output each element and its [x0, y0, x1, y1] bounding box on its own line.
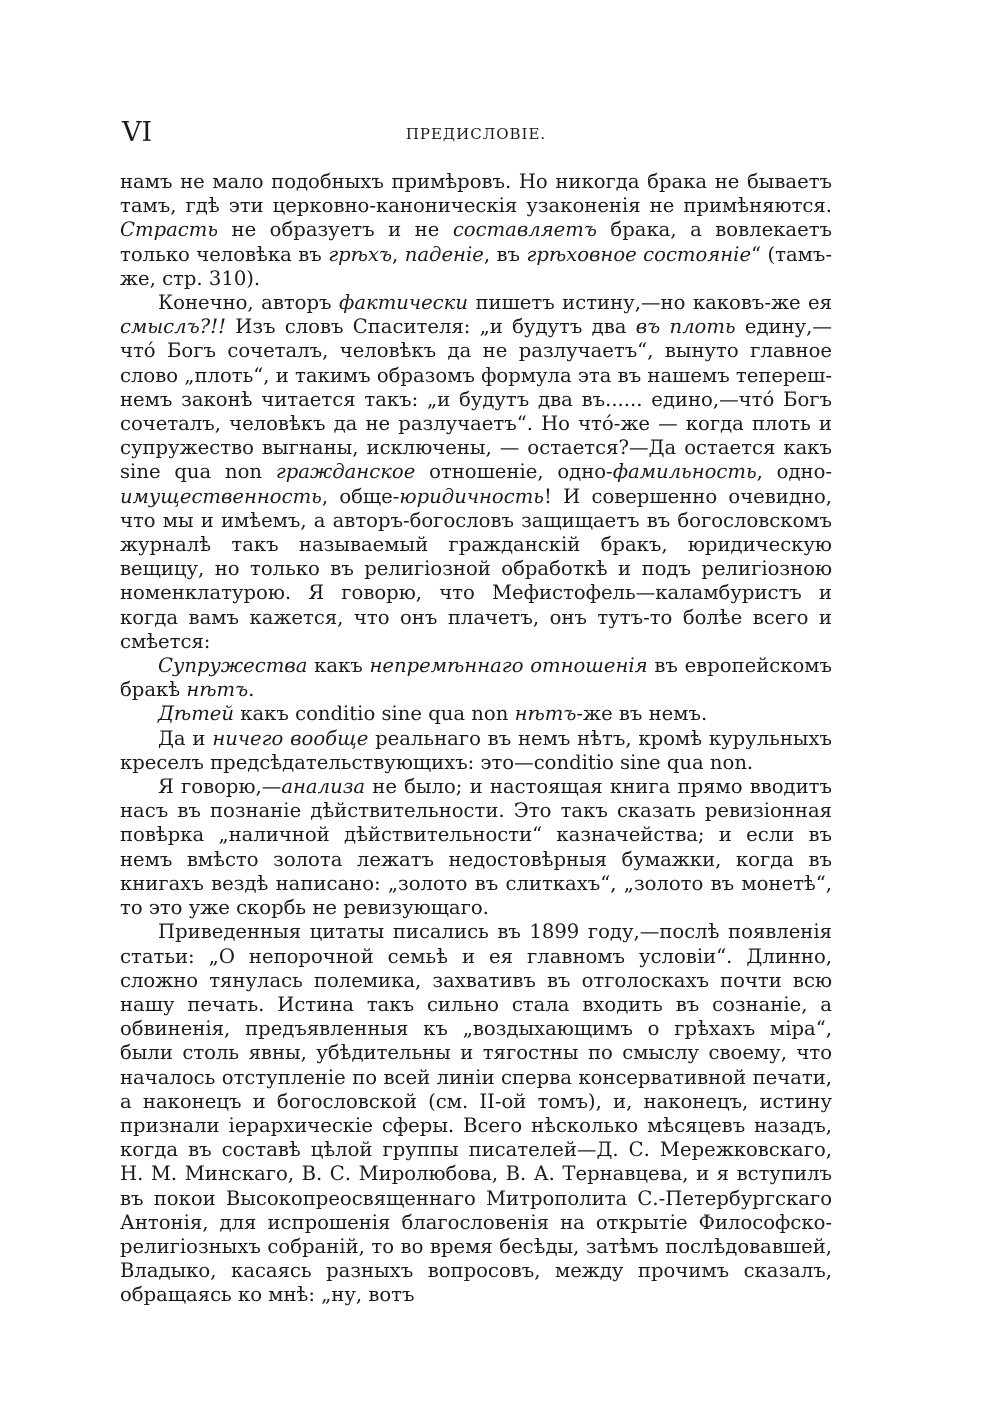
italic-text: паденіе: [404, 242, 484, 266]
text-run: Приведенныя цитаты писались въ 1899 году,—послѣ появленія статьи: „О непорочной семьѣ и ея главномъ условіи“. Длинно, сложно тянулась полемика, захвативъ въ отголоскахъ почти всю нашу печать. Истина такъ сильно стала входить въ сознаніе, а обвиненія, предъявленныя къ „воздыхающимъ о грѣхахъ міра“, были столь явны, убѣдительны и тягостны по смыслу своему, что началось отступленіе по всей линіи сперва консервативной печати, а наконецъ и богословской (см. II-ой томъ), и, наконецъ, истину признали іерархическіе сферы. Всего нѣсколько мѣсяцевъ назадъ, когда въ составѣ цѣлой группы писателей—Д. С. Мережковскаго, Н. М. Минскаго, В. С. Миролюбова, В. А. Тернавцева, и я вступилъ въ покои Высокопреосвященнаго Митрополита С.-Петербургскаго Антонія, для испрошенія благословенія на открытіе Философско-религіозныхъ собраній, то во время бесѣды, затѣмъ послѣдовавшей, Владыко, касаясь разныхъ вопросовъ, между прочимъ сказалъ, обращаясь ко мнѣ: „ну, вотъ: [120, 920, 832, 1307]
paragraph: [120, 654, 832, 702]
italic-text: грѣхъ: [328, 242, 393, 266]
text-run: .: [248, 678, 255, 702]
italic-text: непремѣннаго отношенія: [369, 654, 648, 678]
text-run: Изъ словъ Спасителя: „и будутъ два: [225, 315, 636, 339]
text-run: въ европейскомъ бракѣ: [120, 654, 832, 702]
paragraph: [120, 170, 832, 291]
paragraph: [120, 920, 832, 1307]
text-run: брака, а вовлекаетъ только человѣка въ: [120, 218, 832, 266]
text-run: “ (тамъ-же, стр. 310).: [120, 242, 833, 290]
text-run: , одно-: [756, 460, 833, 484]
italic-text: Страсть: [120, 218, 219, 242]
italic-text: юридичность: [399, 484, 544, 508]
paragraph: [120, 702, 832, 726]
italic-text: фамильность: [612, 460, 757, 484]
paragraph: [120, 727, 832, 775]
body-text: [120, 170, 832, 1308]
text-run: не образуетъ и не: [218, 218, 453, 242]
paragraph: [120, 775, 832, 920]
italic-text: грѣховное состояніе: [526, 242, 752, 266]
text-run: ! И совершенно очевидно, что мы и имѣемъ, а авторъ-богословъ защищаетъ въ богословскомъ журналѣ такъ называемый гражданскій бракъ, юридическую вещицу, но только въ религіозной обработкѣ и подъ религіозною номенклатурою. Я говорю, что Мефистофель—каламбуристъ и когда вамъ кажется, что онъ плачетъ, онъ тутъ-то болѣе всего и смѣется:: [120, 484, 832, 653]
italic-text: въ плоть: [635, 315, 736, 339]
text-run: едину,—что́ Богъ сочеталъ, человѣкъ да не разлучаетъ“, вынуто главное слово „плоть“, и такимъ образомъ формула эта въ нашемъ теперешнемъ законѣ читается такъ: „и будутъ два въ...... едино,—что́ Богъ сочеталъ, человѣкъ да не разлучаетъ“. Но что́-же — когда плоть и супружество выгнаны, исключены, — остается?—Да остается какъ sine qua non: [120, 315, 833, 484]
italic-text: нѣтъ: [186, 678, 249, 702]
text-run: Я говорю,—: [158, 775, 282, 799]
italic-text: Дѣтей: [158, 702, 235, 726]
italic-text: ничего вообще: [212, 726, 369, 750]
text-run: отношеніе, одно-: [415, 460, 613, 484]
page-number: VI: [122, 117, 153, 148]
text-run: не было; и настоящая книга прямо вводитъ насъ въ познаніе дѣйствительности. Это такъ сказать ревизіонная повѣрка „наличной дѣйствительности“ казначейства; и если въ немъ вмѣсто золота лежатъ недостовѣрныя бумажки, когда въ книгахъ вездѣ написано: „золото въ слиткахъ“, „золото въ монетѣ“, то это уже скорбь не ревизующаго.: [120, 775, 832, 920]
running-title: ПРЕДИСЛОВІЕ.: [405, 125, 547, 143]
italic-text: Супружества: [158, 654, 308, 678]
italic-text: гражданское: [275, 460, 416, 484]
text-run: какъ: [307, 654, 370, 678]
text-run: намъ не мало подобныхъ примѣровъ. Но никогда брака не бываетъ тамъ, гдѣ эти церковно-каноническія узаконенія не примѣняются.: [120, 170, 832, 218]
italic-text: фактически: [338, 291, 468, 315]
italic-text: смыслъ?!!: [120, 315, 226, 339]
text-run: ,: [392, 242, 405, 266]
text-run: Да и: [158, 726, 213, 750]
text-run: реальнаго въ немъ нѣтъ, кромѣ курульныхъ креселъ предсѣдательствующихъ: это—conditio sine qua non.: [120, 726, 832, 774]
text-run: какъ conditio sine qua non: [234, 702, 515, 726]
text-run: , въ: [483, 242, 527, 266]
text-run: , обще-: [321, 484, 400, 508]
italic-text: имущественность: [120, 484, 322, 508]
italic-text: составляетъ: [452, 218, 597, 242]
text-run: Конечно, авторъ: [158, 291, 339, 315]
italic-text: анализа: [281, 775, 366, 799]
text-run: пишетъ истину,—но каковъ-же ея: [467, 291, 833, 315]
paragraph: [120, 291, 832, 654]
page-header: [122, 118, 830, 148]
text-run: -же въ немъ.: [576, 702, 708, 726]
italic-text: нѣтъ: [514, 702, 577, 726]
